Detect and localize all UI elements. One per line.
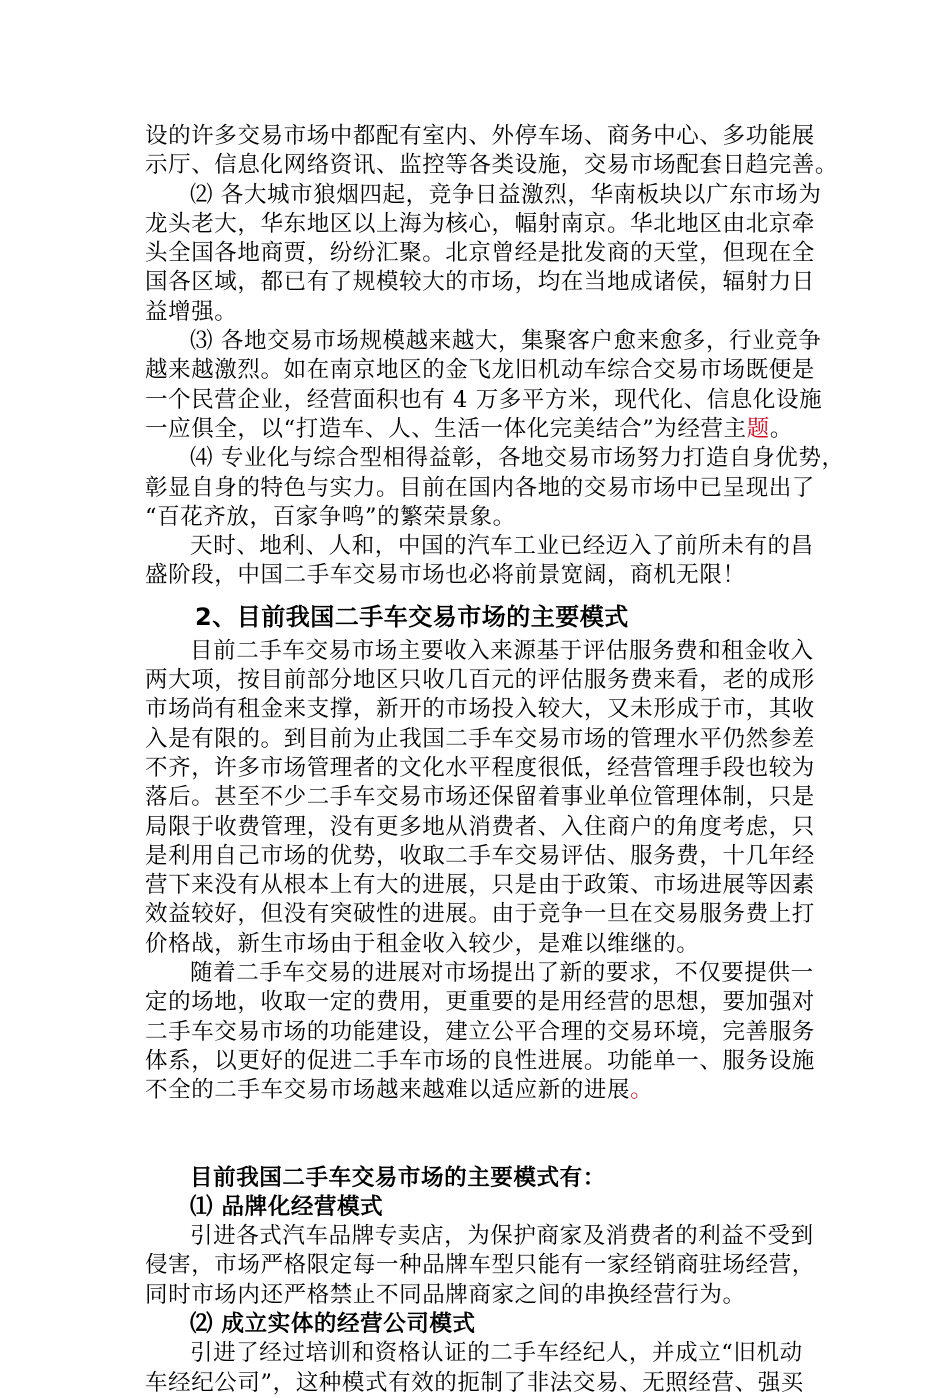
text-line: 示厅、信息化网络资讯、监控等各类设施，交易市场配套日趋完善。 [145, 152, 839, 179]
text-line: 设的许多交易市场中都配有室内、外停车场、商务中心、多功能展 [145, 123, 815, 149]
mode-2-text [145, 1339, 845, 1398]
text-line: 二手车交易市场的功能建设，建立公平合理的交易环境，完善服务 [145, 1018, 815, 1045]
highlighted-char: 题 [746, 415, 770, 442]
paragraph-facilities [145, 122, 845, 181]
text-line: 益增强。 [145, 298, 238, 325]
text-line: 随着二手车交易的进展对市场提出了新的要求，不仅要提供一 [190, 960, 814, 987]
text-line: 目前二手车交易市场主要收入来源基于评估服务费和租金收入 [190, 637, 814, 664]
document-page [145, 122, 845, 1398]
text-line: 不齐，许多市场管理者的文化水平程度很低，经营管理手段也较为 [145, 754, 815, 781]
text-line: 同时市场内还严格禁止不同品牌商家之间的串换经营行为。 [145, 1281, 746, 1308]
paragraph-outlook [145, 532, 845, 591]
text-span: 不全的二手车交易市场越来越难以适应新的进展 [145, 1077, 631, 1104]
mode-1-title: ⑴ 品牌化经营模式 [190, 1193, 384, 1220]
text-line: 盛阶段，中国二手车交易市场也必将前景宽阔，商机无限！ [145, 562, 746, 589]
text-line: 两大项，按目前部分地区只收几百元的评估服务费来看，老的成形 [145, 667, 815, 694]
mode-1-text [145, 1222, 845, 1310]
highlighted-char: 。 [630, 1077, 654, 1104]
text-line: 营下来没有从根本上有大的进展，只是由于政策、市场进展等因素 [145, 872, 815, 899]
text-line [145, 415, 845, 444]
paragraph-revenue [145, 637, 845, 959]
text-line: 一个民营企业，经营面积也有 4 万多平方米，现代化、信息化设施 [145, 386, 823, 413]
paragraph-specialization [145, 444, 845, 532]
section-heading: 2、目前我国二手车交易市场的主要模式 [195, 602, 629, 631]
text-span: 。 [769, 415, 793, 442]
text-line: ⑵ 各大城市狼烟四起，竞争日益激烈，华南板块以广东市场为 [190, 181, 822, 208]
text-line: 越来越激烈。如在南京地区的金飞龙旧机动车综合交易市场既便是 [145, 357, 815, 384]
text-line: 天时、地利、人和，中国的汽车工业已经迈入了前所未有的昌 [190, 533, 814, 560]
paragraph-requirements [145, 959, 845, 1105]
text-span: 一应俱全，以“打造车、人、生活一体化完美结合”为经营主 [145, 415, 747, 442]
mode-2-title: ⑵ 成立实体的经营公司模式 [190, 1310, 476, 1337]
text-line: “百花齐放，百家争鸣”的繁荣景象。 [145, 503, 516, 530]
text-line: 局限于收费管理，没有更多地从消费者、入住商户的角度考虑，只 [145, 813, 815, 840]
text-line: 价格战，新生市场由于租金收入较少，是难以维继的。 [145, 930, 700, 957]
spacer [145, 1106, 845, 1164]
text-line: 定的场地，收取一定的费用，更重要的是用经营的思想，要加强对 [145, 989, 815, 1016]
text-line: 入是有限的。到目前为止我国二手车交易市场的管理水平仍然参差 [145, 725, 815, 752]
text-line: 车经纪公司”，这种模式有效的扼制了非法交易、无照经营、强买 [145, 1369, 804, 1396]
text-line: 市场尚有租金来支撑，新开的市场投入较大，又未形成于市，其收 [145, 696, 815, 723]
text-line: 国各区域，都已有了规模较大的市场，均在当地成诸侯，辐射力日 [145, 269, 815, 296]
paragraph-competition [145, 181, 845, 327]
text-line: 彰显自身的特色与实力。目前在国内各地的交易市场中已呈现出了 [145, 474, 815, 501]
text-line: 引进各式汽车品牌专卖店，为保护商家及消费者的利益不受到 [190, 1223, 814, 1250]
text-line: 体系，以更好的促进二手车市场的良性进展。功能单一、服务设施 [145, 1047, 815, 1074]
text-line: 落后。甚至不少二手车交易市场还保留着事业单位管理体制，只是 [145, 784, 815, 811]
text-line: 是利用自己市场的优势，收取二手车交易评估、服务费，十几年经 [145, 842, 815, 869]
text-line: 龙头老大，华东地区以上海为核心，幅射南京。华北地区由北京牵 [145, 210, 815, 237]
text-line [145, 1076, 845, 1105]
text-line: 效益较好，但没有突破性的进展。由于竞争一旦在交易服务费上打 [145, 901, 815, 928]
text-line: 头全国各地商贾，纷纷汇聚。北京曾经是批发商的天堂，但现在全 [145, 240, 815, 267]
text-line: ⑶ 各地交易市场规模越来越大，集聚客户愈来愈多，行业竞争 [190, 328, 822, 355]
text-line: 引进了经过培训和资格认证的二手车经纪人，并成立“旧机动 [190, 1340, 803, 1367]
paragraph-scale [145, 327, 845, 444]
modes-title: 目前我国二手车交易市场的主要模式有： [190, 1164, 606, 1191]
text-line: ⑷ 专业化与综合型相得益彰，各地交易市场努力打造自身优势， [190, 445, 845, 472]
text-line: 侵害，市场严格限定每一种品牌车型只能有一家经销商驻场经营， [145, 1252, 815, 1279]
